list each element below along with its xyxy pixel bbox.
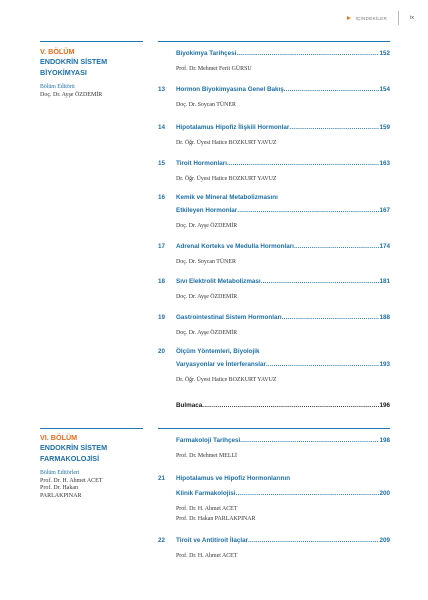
entry-title: Hipotalamus Hipofiz İlişkili Hormonlar xyxy=(176,124,290,131)
dot-leader xyxy=(237,205,379,216)
entry-author: Doç. Dr. Soycan TÜNER xyxy=(176,259,236,265)
entry-title: Hormon Biyokimyasına Genel Bakış xyxy=(176,86,284,93)
entry-title-row xyxy=(176,473,390,484)
section-v-heading xyxy=(40,46,150,99)
entry-page: 174 xyxy=(379,243,390,250)
entry-page: 159 xyxy=(379,124,390,131)
chapter-number: 16 xyxy=(158,194,166,201)
entry-title-row xyxy=(176,276,390,287)
entry-title: Ölçüm Yöntemleri, Biyolojik xyxy=(176,348,260,355)
entry-page: 152 xyxy=(379,50,390,57)
header-divider xyxy=(398,11,399,25)
editor-name: PARLAKPINAR xyxy=(40,493,82,500)
entry-author: Prof. Dr. Hakan PARLAKPINAR xyxy=(176,516,256,522)
dot-leader xyxy=(240,435,379,446)
section-title-line: BİYOKİMYASI xyxy=(40,67,87,77)
dot-leader xyxy=(284,84,380,95)
entry-title-row xyxy=(176,192,390,203)
chapter-number: 22 xyxy=(158,537,166,544)
entry-author: Prof. Dr. Mehmet Ferit GÜRSU xyxy=(176,66,252,72)
entry-title-row xyxy=(176,312,390,323)
entry-author: Prof. Dr. H. Ahmet ACET xyxy=(176,506,238,512)
entry-page: 193 xyxy=(379,361,390,368)
running-header xyxy=(347,10,414,26)
dot-leader xyxy=(289,122,379,133)
entry-title: Varyasyonlar ve İnterferanslar xyxy=(176,361,266,368)
entry-title-row xyxy=(176,346,390,357)
dot-leader xyxy=(261,276,380,287)
entry-title-row xyxy=(176,400,390,411)
entry-title-row xyxy=(176,122,390,133)
section-vi-heading xyxy=(40,432,150,501)
entry-title-row xyxy=(176,359,390,370)
entry-page: 196 xyxy=(379,402,390,409)
chapter-number: 13 xyxy=(158,86,166,93)
editor-name: Prof. Dr. Hakan xyxy=(40,485,78,492)
section-vi-rule-right xyxy=(158,428,390,429)
entry-title-row xyxy=(176,158,390,169)
entry-title: Farmakoloji Tarihçesi xyxy=(176,437,241,444)
chapter-number: 21 xyxy=(158,475,166,482)
section-title-line: FARMAKOLOJİSİ xyxy=(40,453,100,463)
chapter-number: 17 xyxy=(158,243,166,250)
entry-title-row xyxy=(176,205,390,216)
section-title-line: ENDOKRİN SİSTEM xyxy=(40,443,108,452)
entry-author: Prof. Dr. Mehmet MELLİ xyxy=(176,453,238,459)
entry-title: Etkileyen Hormonlar xyxy=(176,207,238,214)
entry-author: Doç. Dr. Ayşe ÖZDEMİR xyxy=(176,294,238,300)
chapter-number: 18 xyxy=(158,278,166,285)
chapter-number: 15 xyxy=(158,160,166,167)
entry-page: 200 xyxy=(379,490,390,497)
section-vi-rule-left xyxy=(40,428,143,429)
entry-page: 163 xyxy=(379,160,390,167)
entry-title-row xyxy=(176,535,390,546)
dot-leader xyxy=(248,535,379,546)
entry-title: Kemik ve Mineral Metabolizmasını xyxy=(176,194,278,201)
entry-page: 181 xyxy=(379,278,390,285)
editor-name: Doç. Dr. Ayşe ÖZDEMİR xyxy=(40,91,103,98)
entry-page: 198 xyxy=(379,437,390,444)
entry-author: Doç. Dr. Ayşe ÖZDEMİR xyxy=(176,223,238,229)
entry-title-row xyxy=(176,488,390,499)
entry-title-row xyxy=(176,48,390,59)
section-number: VI. BÖLÜM xyxy=(40,433,78,442)
chapter-number: 19 xyxy=(158,314,166,321)
entry-author: Dr. Öğr. Üyesi Hatice BOZKURT YAVUZ xyxy=(176,377,277,383)
entry-title: Tiroit ve Antitiroit İlaçlar xyxy=(176,537,249,544)
section-v-rule-right xyxy=(158,41,390,42)
entry-page: 209 xyxy=(379,537,390,544)
entry-author: Doç. Dr. Soycan TÜNER xyxy=(176,102,236,108)
entry-title: Klinik Farmakolojisi xyxy=(176,490,236,497)
entry-title-row xyxy=(176,435,390,446)
entry-author: Dr. Öğr. Üyesi Hatice BOZKURT YAVUZ xyxy=(176,140,277,146)
section-number: V. BÖLÜM xyxy=(40,47,75,56)
chapter-number: 14 xyxy=(158,124,166,131)
entry-page: 154 xyxy=(379,86,390,93)
editor-label: Bölüm Editörü xyxy=(40,84,75,90)
entry-title: Sıvı Elektrolit Metabolizması xyxy=(176,278,261,285)
dot-leader xyxy=(282,312,380,323)
dot-leader xyxy=(202,400,379,411)
section-v-rule-left xyxy=(40,41,143,42)
dot-leader xyxy=(227,158,380,169)
entry-title: Adrenal Korteks ve Medulla Hormonları xyxy=(176,243,294,250)
dot-leader xyxy=(266,359,380,370)
dot-leader xyxy=(236,488,380,499)
entry-title-row xyxy=(176,241,390,252)
dot-leader xyxy=(294,241,380,252)
entry-title: Tiroit Hormonları xyxy=(176,160,227,167)
entry-author: Prof. Dr. H. Ahmet ACET xyxy=(176,553,238,559)
entry-title: Bulmaca xyxy=(176,402,203,409)
editor-label: Bölüm Editörleri xyxy=(40,470,80,476)
entry-page: 167 xyxy=(379,207,390,214)
chapter-number: 20 xyxy=(158,348,166,355)
triangle-marker-icon xyxy=(347,16,351,20)
running-header-label: İÇİNDEKİLER xyxy=(355,15,388,21)
entry-title-row xyxy=(176,84,390,95)
entry-author: Doç. Dr. Ayşe ÖZDEMİR xyxy=(176,330,238,336)
entry-title: Gastrointestinal Sistem Hormonları xyxy=(176,314,282,321)
entry-author: Dr. Öğr. Üyesi Hatice BOZKURT YAVUZ xyxy=(176,176,277,182)
section-title-line: ENDOKRİN SİSTEM xyxy=(40,57,108,66)
page-number: ix xyxy=(410,15,414,21)
entry-title: Hipotalamus ve Hipofiz Hormonlarının xyxy=(176,475,291,482)
entry-title: Biyokimya Tarihçesi xyxy=(176,50,237,57)
entry-page: 188 xyxy=(379,314,390,321)
editor-name: Prof. Dr. H. Ahmet ACET xyxy=(40,477,103,484)
dot-leader xyxy=(236,48,379,59)
